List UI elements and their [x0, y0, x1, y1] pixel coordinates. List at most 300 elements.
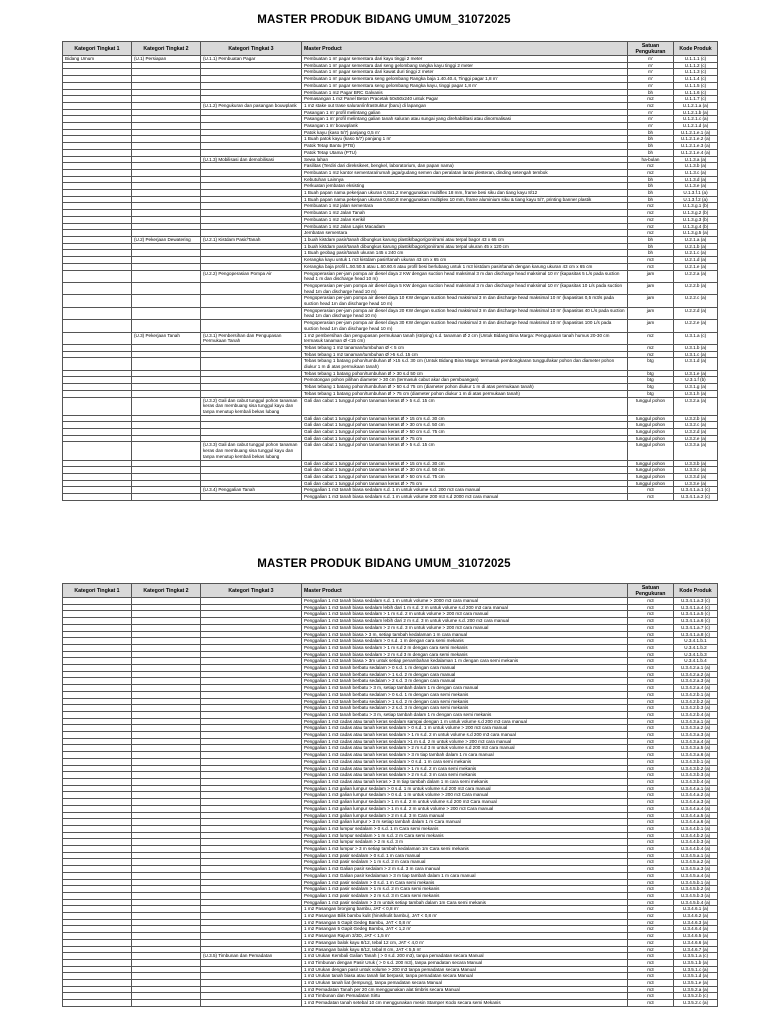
cell-kategori-2: [132, 270, 201, 282]
table-row: [63, 203, 718, 210]
table-row: [63, 223, 718, 230]
cell-kategori-1: [63, 946, 132, 953]
cell-master-product: 1 m3 Urukan tanah liat (lempung), tanpa pemadatan secara Manual: [302, 980, 628, 987]
cell-kategori-1: [63, 859, 132, 866]
cell-kategori-1: [63, 919, 132, 926]
cell-kode-produk: U.3.4.4.a.3 (a): [674, 799, 718, 806]
cell-kategori-1: [63, 169, 132, 176]
cell-satuan: m3: [628, 993, 674, 1000]
cell-kategori-2: [132, 812, 201, 819]
cell-satuan: m3: [628, 732, 674, 739]
cell-master-product: Penggalian 1 m3 tanah biasa sedalam s.d. 1 m untuk volume s.d. 200 m3 cara manual: [302, 487, 628, 494]
cell-master-product: Penggalian 1 m3 galian lumpur sedalam > 0 s.d. 1 m untuk volume > 200 m3 Cara manual: [302, 792, 628, 799]
cell-satuan: m2: [628, 344, 674, 351]
cell-kategori-2: [132, 886, 201, 893]
cell-kode-produk: U.3.4.5.a.1 (a): [674, 852, 718, 859]
cell-kode-produk: U.3.5.2.b (c): [674, 993, 718, 1000]
cell-kode-produk: U.1.1.1 (c): [674, 56, 718, 63]
table-row: [63, 933, 718, 940]
cell-satuan: m3: [628, 658, 674, 665]
cell-kategori-2: [132, 230, 201, 237]
table-row: [63, 196, 718, 203]
cell-kategori-2: [132, 872, 201, 879]
table-row: [63, 116, 718, 123]
table-row: [63, 250, 718, 257]
table-row: [63, 136, 718, 143]
cell-satuan: m3: [628, 718, 674, 725]
cell-satuan: m2: [628, 906, 674, 913]
cell-kategori-2: [132, 415, 201, 422]
cell-kode-produk: U.3.5.2.a (a): [674, 986, 718, 993]
cell-kategori-2: (U.3) Pekerjaan Tanah: [132, 332, 201, 344]
cell-kode-produk: U.3.1.f (b): [674, 377, 718, 384]
cell-kategori-1: [63, 725, 132, 732]
cell-kategori-3: [201, 176, 302, 183]
cell-satuan: m3: [628, 785, 674, 792]
cell-kategori-1: [63, 62, 132, 69]
table-row: [63, 906, 718, 913]
cell-satuan: bh: [628, 183, 674, 190]
header-kode-produk: Kode Produk: [674, 584, 718, 598]
cell-kategori-2: [132, 819, 201, 826]
cell-kategori-3: [201, 959, 302, 966]
cell-master-product: Penggalian 1 m3 pasir sedalam > 0 s.d. 1 m Cara semi mekanis: [302, 879, 628, 886]
cell-kategori-1: [63, 705, 132, 712]
table-row: [63, 109, 718, 116]
cell-kategori-2: [132, 123, 201, 130]
cell-master-product: Penggalian 1 m3 pasir sedalam > 1 m s.d. 2 m Cara semi mekanis: [302, 886, 628, 893]
cell-kategori-3: [201, 658, 302, 665]
table-row: [63, 96, 718, 103]
cell-satuan: bh: [628, 236, 674, 243]
cell-master-product: Gali dan cabut 1 tunggul pohon tanaman keras Ø > 50 cm s.d. 75 cm: [302, 474, 628, 481]
cell-master-product: Gali dan cabut 1 tunggul pohon tanaman keras Ø > 5 s.d. 15 cm: [302, 397, 628, 415]
cell-master-product: Patok Tetap Utama (PTU): [302, 149, 628, 156]
cell-kategori-3: [201, 344, 302, 351]
cell-satuan: tunggul pohon: [628, 460, 674, 467]
cell-kategori-2: [132, 76, 201, 83]
cell-satuan: m3: [628, 487, 674, 494]
cell-kode-produk: U.2.2.b (a): [674, 282, 718, 294]
table-row: [63, 422, 718, 429]
cell-kategori-1: [63, 236, 132, 243]
cell-kategori-3: [201, 143, 302, 150]
cell-master-product: Pasangan 1 m' profil melintang galian: [302, 109, 628, 116]
cell-master-product: Penggalian 1 m3 galian lumpur sedalam > 1 m s.d. 2 m untuk volume > 200 m3 Cara manual: [302, 805, 628, 812]
table-row: [63, 973, 718, 980]
cell-kategori-2: [132, 939, 201, 946]
cell-kategori-3: [201, 926, 302, 933]
cell-kategori-1: [63, 792, 132, 799]
table-row: [63, 919, 718, 926]
header-master-product: Master Product: [302, 584, 628, 598]
cell-satuan: tunggul pohon: [628, 480, 674, 487]
cell-satuan: m3: [628, 812, 674, 819]
cell-master-product: Penggalian 1 m3 tanah biasa sedalam > 1 m s.d 2 m dengan cara semi mekanis: [302, 644, 628, 651]
cell-master-product: Tebas tebang 1 m2 tanaman/tumbuhan Ø < 5 cm: [302, 344, 628, 351]
cell-kategori-1: [63, 163, 132, 170]
cell-kategori-3: [201, 351, 302, 358]
cell-kode-produk: U.3.1.c (a): [674, 351, 718, 358]
cell-kode-produk: U.3.4.1.a.6 (c): [674, 618, 718, 625]
cell-kode-produk: U.2.2.c (a): [674, 295, 718, 307]
cell-kategori-2: [132, 435, 201, 442]
cell-master-product: 1 m2 Pasangan Bilik bambu kulit (hinis/kulit bambu), JAT < 0,8 m': [302, 913, 628, 920]
cell-satuan: m3: [628, 825, 674, 832]
cell-kategori-2: [132, 946, 201, 953]
cell-kategori-3: [201, 415, 302, 422]
cell-kategori-3: [201, 624, 302, 631]
table-row: [63, 980, 718, 987]
cell-satuan: m3: [628, 980, 674, 987]
cell-satuan: m3: [628, 745, 674, 752]
cell-kode-produk: U.3.4.1.a.7 (c): [674, 624, 718, 631]
table-row: [63, 946, 718, 953]
cell-kategori-2: [132, 604, 201, 611]
cell-master-product: Perkuatan jembatan eksisting: [302, 183, 628, 190]
cell-kategori-3: [201, 109, 302, 116]
table-row: [63, 163, 718, 170]
cell-kategori-1: [63, 69, 132, 76]
cell-satuan: tunggul pohon: [628, 415, 674, 422]
cell-kategori-1: [63, 618, 132, 625]
cell-kategori-3: (U.2.2) Pengoperasian Pompa Air: [201, 270, 302, 282]
cell-satuan: m2: [628, 332, 674, 344]
cell-kategori-1: [63, 494, 132, 501]
cell-kode-produk: U.3.5.1.e (a): [674, 980, 718, 987]
cell-kode-produk: U.3.4.2.b.3 (a): [674, 705, 718, 712]
cell-master-product: Gali dan cabut 1 tunggul pohon tanaman keras Ø > 75 cm: [302, 480, 628, 487]
cell-master-product: Pembuatan 1 m' pagar sementara seng gelombang Rangka baja 1.40.40.4, Tinggi pagar 1,8 m': [302, 76, 628, 83]
cell-kategori-3: [201, 919, 302, 926]
table-row: [63, 89, 718, 96]
cell-satuan: m3: [628, 872, 674, 879]
cell-kategori-2: [132, 638, 201, 645]
cell-satuan: bh: [628, 89, 674, 96]
table-row: [63, 1000, 718, 1007]
header-satuan: Satuan Pengukuran: [628, 584, 674, 598]
cell-satuan: jam: [628, 320, 674, 332]
cell-kategori-2: [132, 685, 201, 692]
cell-master-product: Fasilitas (Terdiri dari direksikeet, bengkel, laboratorium, dan papan nama): [302, 163, 628, 170]
table-row: [63, 236, 718, 243]
cell-kategori-3: [201, 210, 302, 217]
cell-kategori-2: [132, 953, 201, 960]
cell-kode-produk: U.1.3.b (a): [674, 163, 718, 170]
cell-kategori-3: [201, 745, 302, 752]
cell-kategori-3: [201, 1000, 302, 1007]
cell-kode-produk: U.1.3.f.1 (a): [674, 190, 718, 197]
cell-kategori-3: [201, 933, 302, 940]
cell-master-product: 1 m2 Pasangan 5 Gapit Gedeg Bambu, JAT < 1,2 m': [302, 926, 628, 933]
cell-kategori-2: [132, 678, 201, 685]
cell-kategori-2: [132, 691, 201, 698]
cell-kode-produk: U.3.3.a (a): [674, 442, 718, 460]
cell-kode-produk: U.2.1.b (a): [674, 243, 718, 250]
cell-kode-produk: U.3.4.4.a.5 (a): [674, 812, 718, 819]
table-row: [63, 624, 718, 631]
cell-kategori-3: [201, 993, 302, 1000]
cell-kategori-3: [201, 257, 302, 264]
cell-kategori-3: [201, 216, 302, 223]
cell-kategori-1: [63, 460, 132, 467]
cell-kategori-1: [63, 732, 132, 739]
cell-kategori-1: [63, 745, 132, 752]
cell-kategori-3: [201, 638, 302, 645]
cell-kategori-1: [63, 953, 132, 960]
cell-satuan: m3: [628, 711, 674, 718]
cell-kode-produk: U.3.2.c (a): [674, 422, 718, 429]
cell-kategori-3: [201, 718, 302, 725]
cell-kategori-2: [132, 598, 201, 605]
cell-kategori-3: [201, 772, 302, 779]
cell-kategori-3: [201, 678, 302, 685]
cell-kategori-3: [201, 377, 302, 384]
cell-kategori-1: [63, 691, 132, 698]
cell-kategori-3: (U.3.5) Timbunan dan Pemadatan: [201, 953, 302, 960]
cell-kategori-3: [201, 644, 302, 651]
cell-master-product: Kebutuhan Lainnya: [302, 176, 628, 183]
cell-satuan: m3: [628, 685, 674, 692]
cell-satuan: m3: [628, 725, 674, 732]
cell-master-product: Pengoperasian per-jam pompa air diesel daya 5 KW dengan suction head maksimal 3 m dan discharge head maksimal 10 m' (kapasitas 10 L/s pada suction head 1m dan discharge head 10 m): [302, 282, 628, 294]
cell-kategori-3: [201, 765, 302, 772]
cell-master-product: Penggalian 1 m3 tanah biasa sedalam > 2 m s.d. 3 m untuk volume > 200 m3 cara manual: [302, 624, 628, 631]
cell-satuan: m3: [628, 846, 674, 853]
cell-satuan: m2: [628, 939, 674, 946]
cell-kategori-3: (U.3.2) Gali dan cabut tunggul pohon tanaman keras dan membuang sisa tunggul kayu dan tanpa menutup kembali bekas lubang: [201, 397, 302, 415]
cell-satuan: m3: [628, 772, 674, 779]
cell-kategori-1: [63, 370, 132, 377]
table-row: [63, 604, 718, 611]
cell-kode-produk: U.2.1.a (a): [674, 236, 718, 243]
cell-kategori-1: [63, 993, 132, 1000]
cell-kategori-2: [132, 116, 201, 123]
table-row: [63, 772, 718, 779]
cell-kategori-1: [63, 698, 132, 705]
cell-kategori-3: [201, 429, 302, 436]
master-product-table: [62, 41, 718, 501]
cell-kategori-3: [201, 320, 302, 332]
cell-kode-produk: U.3.4.2.a.4 (a): [674, 685, 718, 692]
cell-kategori-1: [63, 216, 132, 223]
cell-kategori-1: [63, 384, 132, 391]
cell-kategori-1: [63, 738, 132, 745]
cell-kategori-3: [201, 852, 302, 859]
cell-kode-produk: U.3.4.6.4 (a): [674, 926, 718, 933]
cell-kode-produk: U.1.2.1.e.2 (a): [674, 136, 718, 143]
cell-master-product: Penggalian 1 m3 lumpur sedalam > 1 m s.d. 2 m Cara semi mekanis: [302, 832, 628, 839]
cell-kategori-1: [63, 210, 132, 217]
cell-kategori-1: [63, 332, 132, 344]
cell-kategori-2: [132, 370, 201, 377]
cell-kode-produk: U.2.1.c (a): [674, 250, 718, 257]
cell-kategori-1: [63, 980, 132, 987]
cell-kategori-1: [63, 939, 132, 946]
cell-kategori-1: [63, 866, 132, 873]
cell-kode-produk: U.2.2.d (a): [674, 307, 718, 319]
table-row: [63, 474, 718, 481]
cell-kategori-3: [201, 651, 302, 658]
cell-kategori-2: [132, 295, 201, 307]
table-row: [63, 56, 718, 63]
cell-kategori-3: [201, 691, 302, 698]
cell-kategori-1: [63, 89, 132, 96]
table-row: [63, 270, 718, 282]
table-row: [63, 415, 718, 422]
cell-kategori-2: [132, 384, 201, 391]
table-row: [63, 705, 718, 712]
cell-master-product: Pembuatan 1 m2 Jalan Kerikil: [302, 216, 628, 223]
cell-kode-produk: U.3.4.5.a.4 (a): [674, 872, 718, 879]
cell-kategori-1: [63, 839, 132, 846]
cell-master-product: Penggalian 1 m3 cadas atau tanah keras sedalam > 3 m tiap tambah dalam 1 m cara manual: [302, 752, 628, 759]
cell-kategori-1: [63, 752, 132, 759]
cell-satuan: m2: [628, 926, 674, 933]
cell-kategori-3: [201, 872, 302, 879]
cell-kode-produk: U.1.1.5 (c): [674, 82, 718, 89]
cell-master-product: Pembuatan 1 m' pagar sementara seng gelombang Rangka kayu, tinggi pagar 1,8 m': [302, 82, 628, 89]
cell-kategori-2: [132, 494, 201, 501]
cell-kode-produk: U.3.4.3.b.4 (a): [674, 778, 718, 785]
cell-kode-produk: U.3.3.b (a): [674, 460, 718, 467]
cell-kategori-1: [63, 879, 132, 886]
cell-kode-produk: U.3.4.5.b.1 (a): [674, 879, 718, 886]
table-header-row: [63, 584, 718, 598]
table-row: [63, 480, 718, 487]
cell-kode-produk: U.1.3.d (a): [674, 176, 718, 183]
cell-master-product: Penggalian 1 m3 galian lumpur sedalam > 2 m s.d. 3 m Cara manual: [302, 812, 628, 819]
cell-kategori-2: [132, 993, 201, 1000]
cell-kategori-3: [201, 243, 302, 250]
table-row: [63, 953, 718, 960]
table-row: [63, 143, 718, 150]
cell-kategori-2: [132, 480, 201, 487]
cell-kategori-1: [63, 123, 132, 130]
cell-kategori-3: (U.3.1) Pembersihan dan Pengupasan Permukaan Tanah: [201, 332, 302, 344]
cell-master-product: 1 m3 Urukan Kembali Galian Tanah ( > 0 s.d. 200 m3), tanpa pemadatan secara Manual: [302, 953, 628, 960]
cell-satuan: m3: [628, 598, 674, 605]
cell-kategori-1: [63, 933, 132, 940]
cell-master-product: Penggalian 1 m3 lumpur sedalam > 0 s.d. 1 m Cara semi mekanis: [302, 825, 628, 832]
cell-kategori-2: [132, 196, 201, 203]
table-row: [63, 738, 718, 745]
cell-kategori-3: [201, 946, 302, 953]
table-row: [63, 370, 718, 377]
cell-kategori-2: [132, 109, 201, 116]
cell-master-product: 1 m2 Pasangan bronjong bambu, JAT < 0,8 m': [302, 906, 628, 913]
table-row: [63, 886, 718, 893]
cell-kategori-2: [132, 422, 201, 429]
cell-master-product: Pasangan 1 m' profil melintang galian tanah saluran atau sungai yang direhabilitasi atau dinormalisasi: [302, 116, 628, 123]
cell-kode-produk: U.1.1.2 (c): [674, 62, 718, 69]
cell-kode-produk: U.3.5.1.c (a): [674, 966, 718, 973]
cell-kategori-3: [201, 812, 302, 819]
table-row: [63, 812, 718, 819]
cell-kategori-2: [132, 377, 201, 384]
cell-satuan: m3: [628, 886, 674, 893]
cell-master-product: Pasangan 1 m' bouwplank: [302, 123, 628, 130]
cell-kode-produk: U.3.4.3.a.3 (a): [674, 732, 718, 739]
cell-satuan: m3: [628, 966, 674, 973]
cell-master-product: Penggalian 1 m3 tanah berbatu > 3 m, setiap tambah dalam 1 m dengan cara semi mekanis: [302, 711, 628, 718]
cell-master-product: Pengoperasian per-jam pompa air diesel daya 10 KW dengan suction head maksimal 3 m dan discharge head maksimal 10 m' (kapasitas 0,5 m3/s pada suction head 1m dan discharge head 10 m): [302, 295, 628, 307]
cell-kategori-1: [63, 257, 132, 264]
cell-master-product: Penggalian 1 m3 cadas atau tanah keras sedalam > 2 m s.d 3 m untuk volume s.d 200 m3 cara manual: [302, 745, 628, 752]
cell-kategori-1: [63, 243, 132, 250]
cell-kode-produk: U.2.2.e (a): [674, 320, 718, 332]
cell-kategori-2: [132, 792, 201, 799]
cell-master-product: 1 Buah papan nama pekerjaan ukuran 0,8x1,2 menggunakan multiflex 18 mm, frame besi siku dan tiang kayu 8/12: [302, 190, 628, 197]
cell-kategori-1: [63, 906, 132, 913]
cell-kode-produk: U.3.4.1.b.2: [674, 644, 718, 651]
table-row: [63, 429, 718, 436]
cell-kategori-1: [63, 435, 132, 442]
cell-master-product: 1 buah kistdam pasir/tanah dibungkus karung plastik/bagor/goni/rami atau terpal ukuran 45 x 120 cm: [302, 243, 628, 250]
cell-kode-produk: U.1.2.1.c (a): [674, 116, 718, 123]
cell-kategori-3: [201, 738, 302, 745]
cell-kategori-3: [201, 598, 302, 605]
cell-kategori-2: [132, 474, 201, 481]
cell-kategori-2: [132, 143, 201, 150]
cell-satuan: m3: [628, 879, 674, 886]
cell-kategori-2: [132, 250, 201, 257]
cell-master-product: Pemotongan pohon pilihan diameter > 30 cm (termasuk cabut akar dan pembuangan): [302, 377, 628, 384]
cell-satuan: bh: [628, 176, 674, 183]
table-row: [63, 959, 718, 966]
cell-kode-produk: U.1.3.e (a): [674, 183, 718, 190]
cell-kode-produk: U.3.4.4.a.2 (a): [674, 792, 718, 799]
cell-master-product: Pembuatan 1 m2 Jalan Lapis Macadam: [302, 223, 628, 230]
cell-kategori-3: [201, 819, 302, 826]
cell-master-product: 1 m2 Pasangan 5 Gapit Gedeg Bambu, JAT < 0,8 m': [302, 919, 628, 926]
cell-master-product: Gali dan cabut 1 tunggul pohon tanaman keras Ø > 75 cm: [302, 435, 628, 442]
cell-kategori-2: [132, 344, 201, 351]
cell-satuan: bh: [628, 196, 674, 203]
cell-kode-produk: U.3.2.b (a): [674, 415, 718, 422]
cell-kategori-1: [63, 397, 132, 415]
cell-kategori-1: [63, 799, 132, 806]
table-row: [63, 62, 718, 69]
cell-kategori-1: [63, 598, 132, 605]
cell-kategori-2: [132, 879, 201, 886]
cell-satuan: m3: [628, 618, 674, 625]
cell-kategori-2: [132, 460, 201, 467]
cell-master-product: 1 Buah papan nama pekerjaan ukuran 0,6x0,8 menggunakan multiplex 10 mm, frame aluminium siku & tiang kayu 5/7, printing banner plastik: [302, 196, 628, 203]
cell-kode-produk: U.3.2.d (a): [674, 429, 718, 436]
cell-kategori-1: [63, 1000, 132, 1007]
cell-satuan: m3: [628, 1000, 674, 1007]
header-kategori-3: Kategori Tingkat 3: [201, 42, 302, 56]
cell-kode-produk: U.3.4.4.a.4 (a): [674, 805, 718, 812]
cell-kategori-3: [201, 169, 302, 176]
cell-satuan: bh: [628, 190, 674, 197]
cell-master-product: Jembatan sementara: [302, 230, 628, 237]
table-row: [63, 176, 718, 183]
cell-kode-produk: U.1.2.1.e.1 (a): [674, 129, 718, 136]
cell-kode-produk: U.3.4.3.a.5 (a): [674, 745, 718, 752]
cell-master-product: Pembuatan 1 m2 Jalan Tanah: [302, 210, 628, 217]
cell-kode-produk: U.2.2.a (a): [674, 270, 718, 282]
cell-kategori-2: [132, 183, 201, 190]
cell-master-product: Gali dan cabut 1 tunggul pohon tanaman keras Ø > 15 cm s.d. 30 cm: [302, 415, 628, 422]
cell-kategori-1: [63, 295, 132, 307]
cell-kategori-2: [132, 223, 201, 230]
page-title: MASTER PRODUK BIDANG UMUM_31072025: [257, 558, 511, 570]
cell-kategori-2: [132, 899, 201, 906]
cell-master-product: Penggalian 1 m3 tanah biasa sedalam lebih dari 2 m s.d. 3 m untuk volume s.d. 200 m3 cara manual: [302, 618, 628, 625]
table-row: [63, 598, 718, 605]
